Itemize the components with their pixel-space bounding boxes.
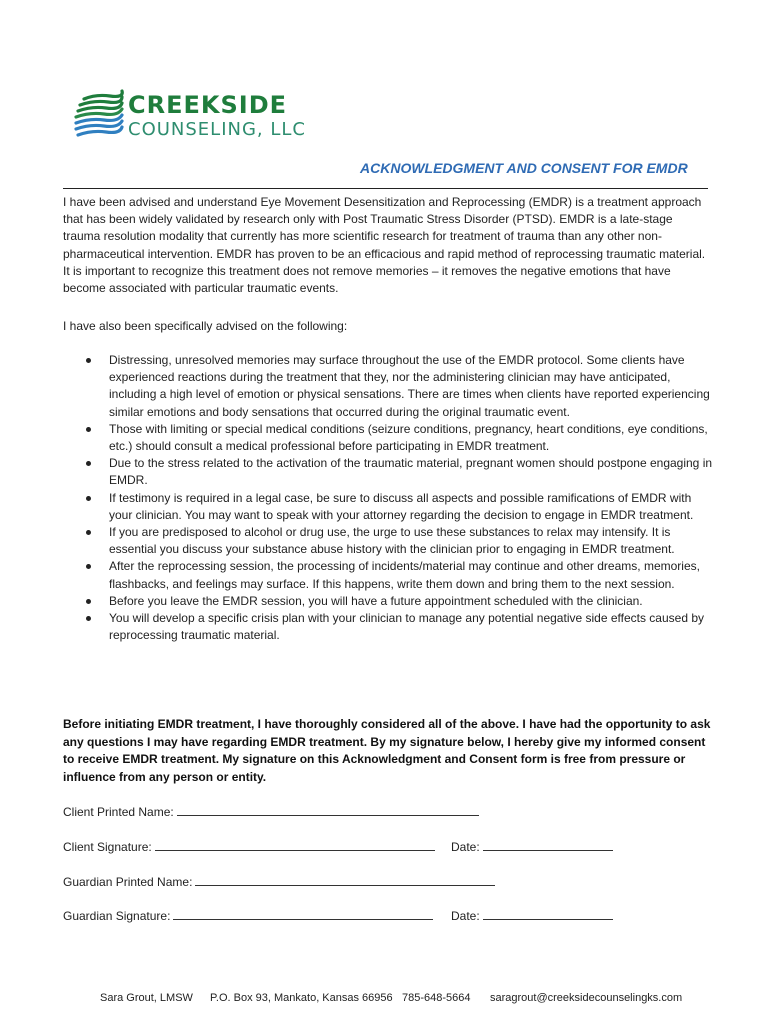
guardian-signature-field[interactable]: [63, 908, 433, 923]
guardian-date-field[interactable]: [451, 908, 613, 923]
list-item: [63, 524, 713, 558]
client-signature-label: Client Signature:: [63, 840, 152, 854]
logo-subtitle: COUNSELING, LLC: [128, 119, 306, 140]
intro-paragraph: I have been advised and understand Eye Movement Desensitization and Reprocessing (EMDR) is a treatment approach that has been widely validated by research only with Post Traumatic Stress Disorder (PTSD). EMDR is a late-stage trauma resolution modality that currently has more scientific research for treatment of trauma than any other non-pharmaceutical intervention. EMDR has proven to be an efficacious and rapid method of reprocessing traumatic material. It is important to recognize this treatment does not remove memories – it removes the negative emotions that have become associated with particular traumatic events.: [63, 195, 706, 296]
footer-email[interactable]: saragrout@creeksidecounselingks.com: [490, 992, 683, 1004]
guardian-name-label: Guardian Printed Name:: [63, 875, 193, 889]
guardian-name-line[interactable]: [195, 874, 495, 886]
list-item: [63, 558, 713, 592]
bullet-icon: [86, 564, 91, 569]
footer-address: P.O. Box 93, Mankato, Kansas 66956: [210, 992, 393, 1004]
bullet-icon: [86, 461, 91, 466]
guardian-name-field[interactable]: [63, 874, 495, 889]
bullet-icon: [86, 599, 91, 604]
list-item-text: If testimony is required in a legal case, be sure to discuss all aspects and possible ramifications of EMDR with your clinician. You may want to speak with your attorney regarding the decision to engage in EMDR treatment.: [109, 490, 694, 522]
list-item-text: Before you leave the EMDR session, you will have a future appointment scheduled with the clinician.: [109, 593, 643, 608]
logo-name: CREEKSIDE: [128, 91, 288, 119]
footer-clinician: Sara Grout, LMSW: [100, 992, 193, 1004]
client-name-label: Client Printed Name:: [63, 805, 174, 819]
advised-intro: I have also been specifically advised on the following:: [63, 319, 348, 333]
list-item-text: You will develop a specific crisis plan with your clinician to manage any potential negative side effects caused by reprocessing traumatic material.: [109, 611, 705, 643]
guardian-date-label: Date:: [451, 909, 480, 923]
guardian-signature-label: Guardian Signature:: [63, 909, 171, 923]
client-signature-field[interactable]: [63, 839, 435, 854]
bullet-icon: [86, 530, 91, 535]
list-item: [63, 352, 713, 421]
list-item-text: Those with limiting or special medical conditions (seizure conditions, pregnancy, heart conditions, eye conditions, etc.) should consult a medical professional before participating in EMDR treatment.: [109, 421, 708, 454]
list-item: [63, 610, 713, 644]
client-date-field[interactable]: [451, 839, 613, 854]
bullet-icon: [86, 358, 91, 363]
list-item-text: Due to the stress related to the activation of the traumatic material, pregnant women should postpone engaging in EMDR.: [109, 456, 713, 488]
bullet-icon: [86, 616, 91, 621]
client-date-label: Date:: [451, 840, 480, 854]
footer-phone: 785-648-5664: [402, 992, 471, 1004]
guardian-signature-line[interactable]: [173, 908, 433, 920]
list-item: [63, 593, 713, 610]
guardian-date-line[interactable]: [483, 908, 613, 920]
document-title: ACKNOWLEDGMENT AND CONSENT FOR EMDR: [360, 160, 688, 176]
list-item-text: Distressing, unresolved memories may surface throughout the use of the EMDR protocol. Some clients have experienced reactions during the treatment that they, nor the administering clinician may have anticipated, including a high level of emotion or physical sensations. There are times when clients have reported experiencing similar emotions and body sensations that occurred during the original traumatic event.: [109, 353, 710, 419]
list-item: [63, 490, 713, 524]
bullet-icon: [86, 427, 91, 432]
client-signature-line[interactable]: [155, 839, 435, 851]
list-item: [63, 455, 713, 489]
bullet-icon: [86, 496, 91, 501]
consent-statement: Before initiating EMDR treatment, I have thoroughly considered all of the above. I have had the opportunity to ask any questions I may have regarding EMDR treatment. By my signature below, I hereby give my informed consent to receive EMDR treatment. My signature on this Acknowledgment and Consent form is free from pressure or influence from any person or entity.: [63, 717, 711, 784]
client-name-field[interactable]: [63, 804, 479, 819]
title-divider: [63, 188, 708, 189]
waves-logo-icon: [74, 89, 124, 141]
advisory-list: [63, 352, 713, 644]
list-item: [63, 421, 713, 455]
client-name-line[interactable]: [177, 804, 479, 816]
client-date-line[interactable]: [483, 839, 613, 851]
company-logo: [74, 89, 306, 141]
list-item-text: After the reprocessing session, the processing of incidents/material may continue and other dreams, memories, flashbacks, and feelings may surface. If this happens, write them down and bring them to the next session.: [109, 559, 700, 591]
list-item-text: If you are predisposed to alcohol or drug use, the urge to use these substances to relax may intensify. It is essential you discuss your substance abuse history with the clinician prior to engaging in EMDR treatment.: [109, 525, 675, 557]
